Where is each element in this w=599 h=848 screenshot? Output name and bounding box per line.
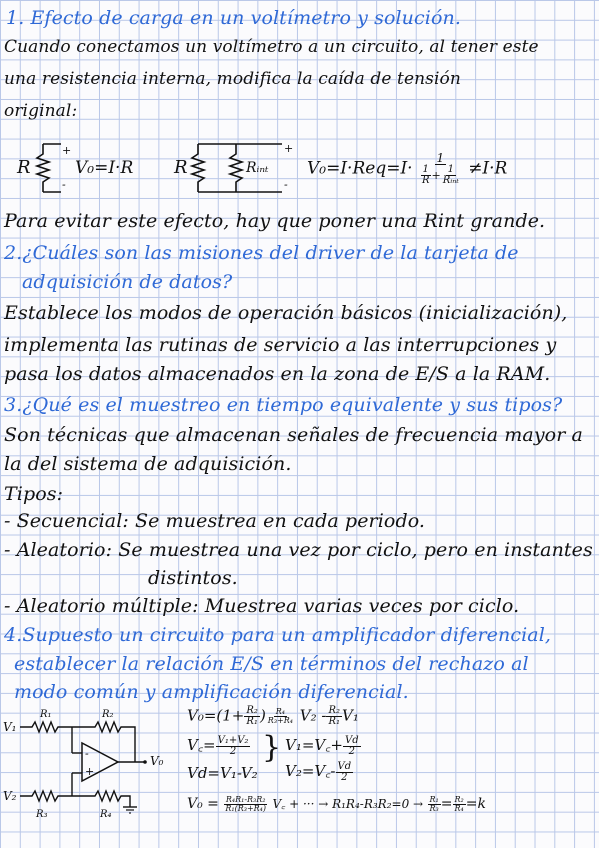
equation-lhs: V₀=I·Req=I· — [307, 158, 413, 179]
voltmeter-circuit-with-internal-resistance — [172, 138, 302, 200]
plus-sign: + — [62, 144, 72, 157]
eq2-frac-num: V₁+V₂ — [217, 734, 249, 746]
plus-sign: + — [431, 169, 441, 182]
eq6-equals: = — [440, 796, 453, 812]
internal-resistor-label: Rᵢₙₜ — [246, 160, 269, 176]
equivalent-voltage-equation — [307, 152, 507, 186]
differential-amplifier-circuit — [0, 705, 180, 825]
common-mode-rejection-condition — [187, 795, 486, 813]
eq5-lhs: V₂=V꜀- — [285, 762, 336, 780]
eq1-frac1-den: R₁ — [246, 716, 258, 727]
inner-fraction-denominator: Rᵢₙₜ — [442, 175, 459, 186]
brace-symbol: } — [262, 730, 282, 765]
section-2-text-line-1: Establece los modos de operación básicos (inicialización), — [4, 302, 568, 324]
output-vo-label: V₀ — [150, 754, 164, 768]
eq6-mid: V꜀ + ··· → R₁R₄-R₃R₂=0 → — [272, 797, 424, 811]
eq1-mid: ) — [259, 706, 266, 725]
differential-voltage-equation: Vd=V₁-V₂ — [187, 764, 258, 782]
section-1-conclusion: Para evitar este efecto, hay que poner una Rint grande. — [4, 210, 546, 232]
inner-fraction-denominator: R — [421, 175, 430, 186]
section-1-text-line-1: Cuando conectamos un voltímetro a un circuito, al tener este — [4, 37, 539, 57]
eq2-lhs: V꜀= — [187, 736, 216, 754]
r2-label: R₂ — [102, 709, 114, 720]
r1-label: R₁ — [40, 709, 52, 720]
eq5-frac-num: Vd — [337, 760, 352, 772]
section-3-types-label: Tipos: — [4, 483, 64, 505]
plus-sign: + — [284, 142, 294, 155]
v2-in-terms-of-vc-vd — [285, 761, 353, 783]
eq1-frac2-den: R₃+R₄ — [267, 716, 293, 725]
section-3-text-line-1: Son técnicas que almacenan señales de frecuencia mayor a — [4, 424, 583, 446]
eq1-frac3-den: R₁ — [328, 716, 340, 727]
section-3-type-random-continued: distintos. — [148, 567, 238, 589]
eq6-ratio-a-num: R₁ — [429, 794, 439, 804]
v1-in-terms-of-vc-vd — [285, 735, 361, 757]
eq4-frac-den: 2 — [348, 745, 356, 757]
eq6-ratio-b-num: R₂ — [454, 794, 464, 804]
section-1-text-line-2: una resistencia interna, modifica la caída de tensión — [4, 69, 461, 89]
eq1-v2-term: V₂ - — [299, 706, 327, 725]
fraction-numerator: 1 — [436, 151, 445, 165]
minus-sign: - — [62, 178, 66, 191]
section-3-type-sequential: - Secuencial: Se muestrea en cada periodo. — [4, 510, 426, 532]
inner-fraction-numerator: 1 — [422, 164, 429, 175]
section-2-text-line-2: implementa las rutinas de servicio a las interrupciones y — [4, 334, 557, 356]
eq6-ratio-b-den: R₄ — [454, 803, 464, 813]
equivalent-resistance-fraction — [418, 152, 463, 186]
equation-rhs: ≠I·R — [468, 158, 508, 179]
eq4-lhs: V₁=V꜀+ — [285, 736, 344, 754]
output-voltage-equation: V₀=I·R — [75, 158, 134, 178]
section-1-title: 1. Efecto de carga en un voltímetro y solución. — [6, 7, 461, 29]
resistor-label-r: R — [174, 157, 188, 178]
eq6-frac-den: R₁(R₃+R₄) — [225, 803, 266, 813]
common-mode-voltage-equation — [187, 735, 250, 757]
inverting-input-sign: - — [85, 747, 89, 760]
section-2-title-line-1: 2.¿Cuáles son las misiones del driver de la tarjeta de — [4, 242, 519, 264]
eq1-lhs: V₀=(1+ — [187, 706, 245, 725]
r4-resistor — [72, 791, 130, 807]
section-2-text-line-3: pasa los datos almacenados en la zona de E/S a la RAM. — [4, 363, 551, 385]
voltmeter-circuit-simple — [15, 140, 155, 200]
r3-resistor — [20, 791, 72, 801]
r3-label: R₃ — [36, 809, 48, 820]
eq6-lhs: V₀ = — [187, 796, 219, 812]
resistor-symbol — [192, 144, 204, 192]
resistor-symbol — [37, 144, 49, 192]
section-1-text-line-3: original: — [4, 101, 78, 121]
resistor-label-r: R — [17, 157, 31, 178]
section-3-type-random: - Aleatorio: Se muestrea una vez por ciclo, pero en instantes — [4, 539, 593, 561]
fraction-denominator — [418, 165, 463, 186]
section-4-title-line-2: establecer la relación E/S en términos del rechazo al — [14, 653, 529, 675]
eq5-frac-den: 2 — [341, 771, 348, 783]
section-3-title: 3.¿Qué es el muestreo en tiempo equivalente y sus tipos? — [4, 394, 563, 416]
eq1-frac1-num: R₂ — [246, 705, 258, 716]
section-3-type-multiple-random: - Aleatorio múltiple: Muestrea varias veces por ciclo. — [4, 595, 520, 617]
r4-label: R₄ — [100, 809, 112, 820]
eq2-frac-den: 2 — [229, 745, 237, 757]
inner-fraction-numerator: 1 — [447, 164, 454, 175]
minus-sign: - — [284, 178, 288, 191]
eq1-frac3-num: R₂ — [328, 705, 340, 716]
eq6-k: =k — [465, 796, 486, 812]
section-2-title-line-2: adquisición de datos? — [22, 271, 233, 293]
r1-resistor — [20, 722, 72, 732]
section-4-title-line-1: 4.Supuesto un circuito para un amplificador diferencial, — [4, 624, 552, 646]
section-4-title-line-3: modo común y amplificación diferencial. — [14, 681, 409, 703]
eq6-ratio-a-den: R₃ — [429, 803, 439, 813]
eq1-v1-term: V₁ — [341, 706, 359, 725]
eq6-frac-num: R₄R₁-R₃R₂ — [225, 794, 266, 804]
eq1-frac2-num: R₄ — [275, 707, 285, 716]
eq4-frac-num: Vd — [345, 734, 359, 746]
section-3-text-line-2: la del sistema de adquisición. — [4, 453, 292, 475]
internal-resistor-symbol — [230, 144, 242, 192]
non-inverting-input-sign: + — [85, 765, 95, 778]
input-v2-label: V₂ — [3, 789, 17, 803]
output-voltage-equation — [187, 706, 359, 727]
input-v1-label: V₁ — [3, 720, 17, 734]
